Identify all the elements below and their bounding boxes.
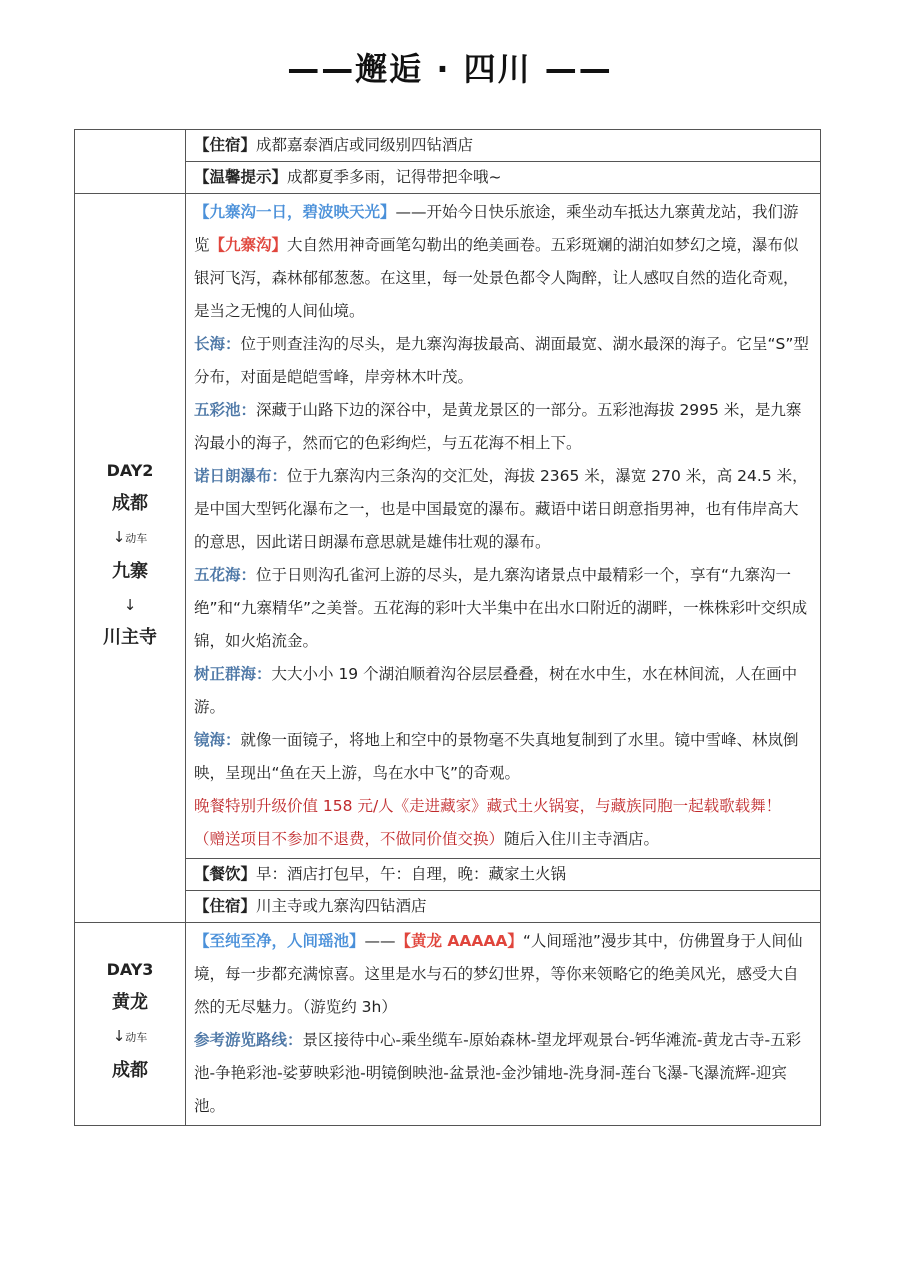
day2-label: DAY2 (106, 461, 154, 480)
intro-title: 【九寨沟一日，碧波映天光】 (194, 203, 396, 221)
spot-text: 深藏于山路下边的深谷中，是黄龙景区的一部分。五彩池海拔 2995 米，是九寨沟最小的海子，然而它的色彩绚烂，与五花海不相上下。 (194, 401, 802, 452)
spot-text: 大大小小 19 个湖泊顺着沟谷层层叠叠，树在水中生，水在林间流，人在画中游。 (194, 665, 798, 716)
spot-paragraph (194, 559, 812, 658)
spot-name: 树正群海： (194, 665, 272, 683)
day3-to: 成都 (112, 1060, 148, 1081)
day2-cell (75, 194, 186, 923)
stay-text: 川主寺或九寨沟四钻酒店 (256, 897, 427, 915)
meal-text: 早：酒店打包早，午：自理，晚：藏家土火锅 (256, 865, 567, 883)
down-arrow-icon: ↓ (123, 596, 137, 614)
day3-from: 黄龙 (112, 992, 148, 1013)
intro-text: “人间瑶池”漫步其中，仿佛置身于人间仙境，每一步都充满惊喜。这里是水与石的梦幻世界，等你来领略它的绝美风光，感受大自然的无尽魅力。（游览约 3h） (194, 932, 803, 1016)
table-row (75, 891, 821, 923)
dash: —— (364, 932, 396, 950)
day2-from: 成都 (112, 493, 148, 514)
route-label: 参考游览路线： (194, 1031, 303, 1049)
stay-text: 成都嘉泰酒店或同级别四钻酒店 (256, 136, 474, 154)
spot-text: 位于则查洼沟的尽头，是九寨沟海拔最高、湖面最宽、湖水最深的海子。它呈“S”型分布，对面是皑皑雪峰，岸旁林木叶茂。 (194, 335, 809, 386)
day2-description (186, 194, 821, 859)
table-row (75, 923, 821, 1126)
tip-row (186, 162, 821, 194)
spot-paragraph (194, 460, 812, 559)
table-row (75, 859, 821, 891)
spot-name: 长海： (194, 335, 241, 353)
tip-text: 成都夏季多雨，记得带把伞哦~ (287, 168, 502, 186)
spot-paragraph (194, 394, 812, 460)
day2-mid: 九寨 (112, 561, 148, 582)
intro-paragraph (194, 925, 812, 1024)
day3-label: DAY3 (106, 960, 154, 979)
stay-row (186, 891, 821, 923)
transport-label: 动车 (125, 532, 148, 545)
spot-paragraph (194, 658, 812, 724)
down-arrow-icon: ↓ (112, 1027, 126, 1045)
stay-label: 【住宿】 (194, 136, 257, 154)
intro-text-a: ——开始今日快乐旅途，乘坐动车抵达九寨黄龙站，我们游览 (194, 203, 799, 254)
spot-text: 就像一面镜子，将地上和空中的景物毫不失真地复制到了水里。镜中雪峰、林岚倒映，呈现出“鱼在天上游，鸟在水中飞”的奇观。 (194, 731, 799, 782)
day3-cell (75, 923, 186, 1126)
route-paragraph (194, 1024, 812, 1123)
day3-description (186, 923, 821, 1126)
day3-arrow-transport (75, 1023, 185, 1051)
route-text: 景区接待中心-乘坐缆车-原始森林-望龙坪观景台-钙华滩流-黄龙古寺-五彩池-争艳彩池-娑萝映彩池-明镜倒映池-盆景池-金沙铺地-洗身洞-莲台飞瀑-飞瀑流辉-迎宾池。 (194, 1031, 802, 1115)
intro-place: 【黄龙 AAAAA】 (395, 932, 523, 950)
dinner-highlight: 晚餐特别升级价值 158 元/人《走进藏家》藏式土火锅宴，与藏族同胞一起载歌载舞！（赠送项目不参加不退费，不做同价值交换） (194, 797, 782, 848)
stay-row (186, 130, 821, 162)
day2-to: 川主寺 (103, 627, 157, 648)
dinner-paragraph (194, 790, 812, 856)
down-arrow-icon: ↓ (112, 528, 126, 546)
intro-title: 【至纯至净，人间瑶池】 (194, 932, 365, 950)
table-row (75, 130, 821, 162)
intro-place: 【九寨沟】 (209, 236, 288, 254)
table-row (75, 194, 821, 859)
stay-label: 【住宿】 (194, 897, 257, 915)
spot-name: 镜海： (194, 731, 241, 749)
spot-text: 位于日则沟孔雀河上游的尽头，是九寨沟诸景点中最精彩一个，享有“九寨沟一绝”和“九寨精华”之美誉。五花海的彩叶大半集中在出水口附近的湖畔，一株株彩叶交织成锦，如火焰流金。 (194, 566, 808, 650)
intro-text-b: 大自然用神奇画笔勾勒出的绝美画卷。五彩斑斓的湖泊如梦幻之境，瀑布似银河飞泻，森林郁郁葱葱。在这里，每一处景色都令人陶醉，让人感叹自然的造化奇观，是当之无愧的人间仙境。 (194, 236, 799, 320)
dinner-tail: 随后入住川主寺酒店。 (504, 830, 660, 848)
itinerary-table (74, 129, 821, 1126)
meal-row (186, 859, 821, 891)
spot-paragraph (194, 328, 812, 394)
meal-label: 【餐饮】 (194, 865, 257, 883)
transport-label: 动车 (125, 1031, 148, 1044)
table-row (75, 162, 821, 194)
spot-name: 五花海： (194, 566, 257, 584)
spot-name: 诺日朗瀑布： (194, 467, 288, 485)
spot-text: 位于九寨沟内三条沟的交汇处，海拔 2365 米，瀑宽 270 米，高 24.5 米，是中国大型钙化瀑布之一，也是中国最宽的瀑布。藏语中诺日朗意指男神，也有伟岸高大的意思，因此诺日朗瀑布意思就是雄伟壮观的瀑布。 (194, 467, 808, 551)
spot-name: 五彩池： (194, 401, 257, 419)
tip-label: 【温馨提示】 (194, 168, 288, 186)
page-title: ——邂逅 · 四川 —— (287, 50, 613, 88)
spot-paragraph (194, 724, 812, 790)
day2-arrow-transport (75, 524, 185, 552)
day-cell-empty (75, 130, 186, 194)
intro-paragraph (194, 196, 812, 328)
